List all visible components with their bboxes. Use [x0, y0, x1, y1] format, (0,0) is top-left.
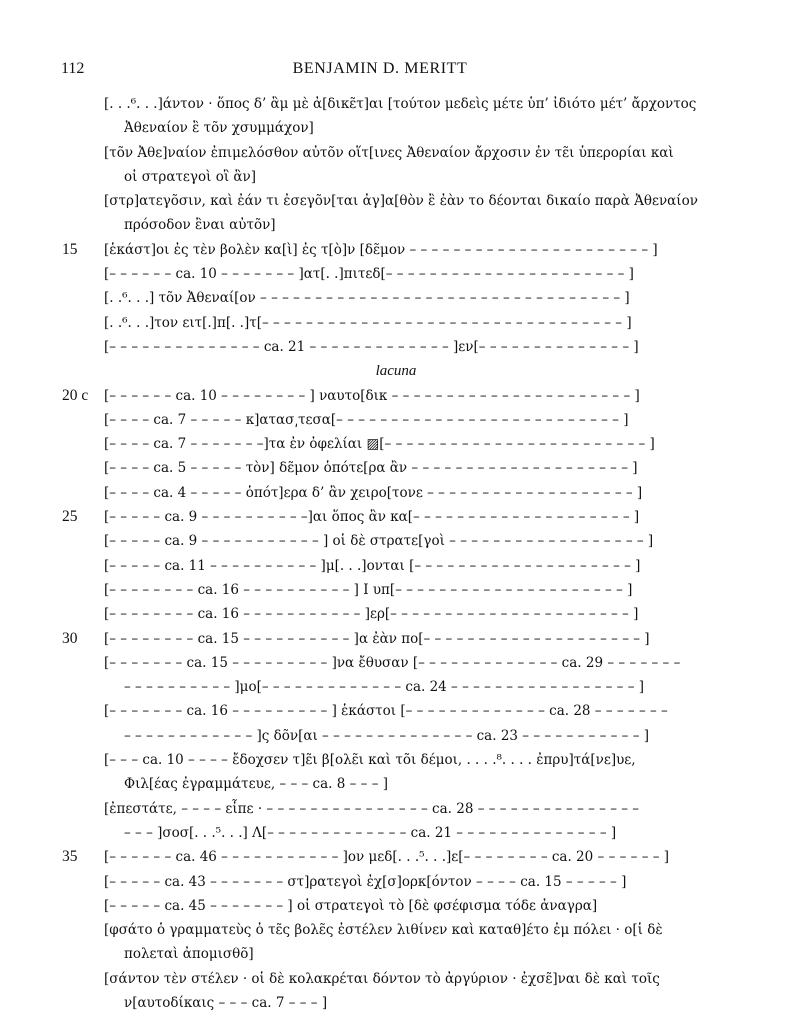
text-line: [0, 967, 792, 991]
lacuna-label: [0, 359, 792, 383]
text-line: [0, 894, 792, 918]
line-text: [– – – – – ca. 43 – – – – – – – στ]ρατεγοὶ ἐχ[σ]ορκ[όντον – – – – ca. 15 – – – – – ]: [104, 873, 627, 890]
line-text: [φσάτο ὁ γραμματεὺς ὁ τε̃ς βολε̃ς ἐστέλεν λιθίνεν καὶ καταθ]έτο ἐμ πόλει · ο[ἱ δὲ: [104, 922, 663, 939]
text-line: [0, 408, 792, 432]
line-text: [– – – – – – – – ca. 16 – – – – – – – – – – ] Ι υπ[– – – – – – – – – – – – – – – – – – – – – ]: [104, 581, 633, 598]
line-number: 35: [62, 848, 78, 866]
text-line: [0, 311, 792, 335]
line-text: πρόσοδον ἒναι αὐτõν]: [124, 217, 276, 234]
text-line: [0, 918, 792, 942]
text-line: [0, 942, 792, 966]
line-text: Ἀθεναίον ἒ τõν χσυμμάχον]: [124, 120, 314, 137]
line-text: [– – – – – – ca. 46 – – – – – – – – – – – ]ον μεδ[. . .⁵. . .]ε[– – – – – – – – ca. 20 – – – – – – ]: [104, 849, 670, 866]
running-head: BENJAMIN D. MERITT: [292, 60, 468, 77]
text-line: [0, 724, 792, 748]
line-text: [– – – ca. 10 – – – – ἔδοχσεν τ]ε̃ι β[ολε̃ι καὶ τõι δέμοι, . . . .⁸. . . . ἐπρυ]τά[νε]υε,: [104, 752, 636, 769]
text-line: [0, 432, 792, 456]
line-text: [σάντον τὲν στέλεν · οἱ δὲ κολακρέται δόντον τὸ ἀργύριον · ἐχσε̃]ναι δὲ καὶ τοῖς: [104, 970, 660, 987]
line-text: [– – – – ca. 7 – – – – – κ]ατασ͵τεσα[– – – – – – – – – – – – – – – – – – – – – – – – – – ]: [104, 411, 629, 428]
line-text: Φιλ[έας ἐγραμμάτευε, – – – ca. 8 – – – ]: [124, 776, 389, 793]
line-text: [– – – – – ca. 45 – – – – – – – ] οἱ στρατεγοὶ τὸ [δὲ φσέφισμα τόδε ἀναγρα]: [104, 897, 598, 914]
line-text: [– – – – – ca. 9 – – – – – – – – – –]αι ὅπος ἂν κα[– – – – – – – – – – – – – – – – – – – – ]: [104, 509, 640, 526]
line-text: [. .⁶. . .] τõν Ἀθεναί[ον – – – – – – – – – – – – – – – – – – – – – – – – – – – – – – – – – ]: [104, 290, 630, 307]
text-line: [0, 262, 792, 286]
line-text: [– – – – – – ca. 10 – – – – – – – ]ατ[. .]πιτεδ[– – – – – – – – – – – – – – – – – – – – – – ]: [104, 266, 634, 283]
line-text: [– – – – – – ca. 10 – – – – – – – – ] ναυτο[δικ – – – – – – – – – – – – – – – – – – – – – – ]: [104, 387, 640, 404]
text-line: [0, 116, 792, 140]
line-number: 30: [62, 629, 78, 647]
text-line: [0, 845, 792, 869]
text-line: [0, 991, 792, 1015]
text-line: [0, 92, 792, 116]
text-line: [0, 772, 792, 796]
text-line: [0, 456, 792, 480]
text-line: [0, 821, 792, 845]
line-text: [– – – – ca. 4 – – – – – ὁπότ]ερα δ’ ἂν χειρο[τονε – – – – – – – – – – – – – – – – – – – ]: [104, 484, 643, 501]
line-text: πολεταὶ ἀπομισθõ]: [124, 946, 254, 963]
text-line: [0, 481, 792, 505]
line-text: [– – – – – – – – ca. 16 – – – – – – – – – – – ]ερ[– – – – – – – – – – – – – – – – – – – – – – ]: [104, 606, 639, 623]
text-line: [0, 675, 792, 699]
line-text: [– – – – ca. 5 – – – – – τὸν] δε̃μον ὁπότε[ρα ἂν – – – – – – – – – – – – – – – – – – – – ]: [104, 460, 638, 477]
line-text: [ἑκάστ]οι ἐς τὲν βολὲν κα[ὶ] ἐς τ[ὸ]ν [δε̃μον – – – – – – – – – – – – – – – – – – – – – – ]: [104, 241, 658, 258]
line-number: 15: [62, 240, 78, 258]
line-text: – – – – – – – – – – – – ]ς δõν[αι – – – – – – – – – – – – – – ca. 23 – – – – – – – – – – – ]: [124, 727, 650, 744]
text-line: [0, 627, 792, 651]
text-line: [0, 286, 792, 310]
line-text: [– – – – – – – ca. 16 – – – – – – – – – ] ἑκάστοι [– – – – – – – – – – – – – ca. 28 – – – – – – –: [104, 703, 668, 720]
text-line: [0, 870, 792, 894]
line-text: – – – – – – – – – – ]μο[– – – – – – – – – – – – – ca. 24 – – – – – – – – – – – – – – – – – ]: [124, 679, 645, 696]
text-line: [0, 335, 792, 359]
line-text: [τõν Ἀθε]ναίον ἐπιμελόσθον αὐτõν οἵτ[ινες Ἀθεναίον ἄρχοσιν ἐν τε̃ι ὑπερορίαι καὶ: [104, 144, 674, 161]
text-line: [0, 699, 792, 723]
text-line: [0, 384, 792, 408]
text-line: [0, 238, 792, 262]
line-text: [ἐπεστάτε, – – – – εἶπε · – – – – – – – – – – – – – – – ca. 28 – – – – – – – – – – – – – – –: [104, 800, 640, 817]
text-line: [0, 165, 792, 189]
text-line: [0, 213, 792, 237]
text-line: [0, 189, 792, 213]
page-number: 112: [61, 60, 85, 77]
line-text: οἱ στρατεγοὶ οἳ ἂν]: [124, 168, 256, 185]
line-text: – – – ]σοσ[. . .⁵. . .] Λ[– – – – – – – – – – – – – ca. 21 – – – – – – – – – – – – – – ]: [124, 824, 617, 841]
line-text: lacuna: [375, 363, 417, 380]
line-text: [. .⁶. . .]τον ειτ[.]π[. .]τ[– – – – – – – – – – – – – – – – – – – – – – – – – – – – – – – – – ]: [104, 314, 632, 331]
text-line: [0, 554, 792, 578]
line-text: ν[αυτοδίκαις – – – ca. 7 – – – ]: [124, 994, 328, 1011]
text-line: [0, 529, 792, 553]
text-line: [0, 748, 792, 772]
line-text: [– – – – ca. 7 – – – – – – –]τα ἐν ὀφελίαι ▨[– – – – – – – – – – – – – – – – – – – – – – – – ]: [104, 436, 655, 453]
line-text: [– – – – – – – – – – – – – – ca. 21 – – – – – – – – – – – – – ]εν[– – – – – – – – – – – – – – ]: [104, 338, 639, 355]
page-header: [48, 58, 712, 84]
text-line: [0, 651, 792, 675]
line-number: 25: [62, 508, 78, 526]
text-line: [0, 578, 792, 602]
line-text: [– – – – – – – – ca. 15 – – – – – – – – – – ]α ἐὰν πο[– – – – – – – – – – – – – – – – – – – – ]: [104, 630, 650, 647]
inscription-text: [0, 92, 792, 1015]
line-text: [– – – – – ca. 11 – – – – – – – – – – ]μ[. . .]ονται [– – – – – – – – – – – – – – – – – – – – ]: [104, 557, 641, 574]
text-line: [0, 602, 792, 626]
line-text: [στρ]ατεγõσιν, καὶ ἐάν τι ἐσεγõν[ται ἀγ]α[θὸν ἒ ἐὰν το δέονται δικαίο παρὰ Ἀθεναίον: [104, 193, 698, 210]
text-line: [0, 505, 792, 529]
line-text: [– – – – – – – ca. 15 – – – – – – – – – ]να ἔθυσαν [– – – – – – – – – – – – – ca. 29 – – – – – – –: [104, 654, 681, 671]
text-line: [0, 797, 792, 821]
line-text: [. . .⁶. . .]άντον · ὅπος δ’ ἂμ μὲ ἀ[δικε̃τ]αι [τούτον μεδεὶς μέτε ὑπ’ ἰδιότο μέτ’ ἄρχοντος: [104, 96, 697, 112]
text-line: [0, 141, 792, 165]
line-number: 20 c: [62, 386, 89, 404]
line-text: [– – – – – ca. 9 – – – – – – – – – – – ] οἱ δὲ στρατε[γοὶ – – – – – – – – – – – – – – – – – – ]: [104, 533, 654, 550]
